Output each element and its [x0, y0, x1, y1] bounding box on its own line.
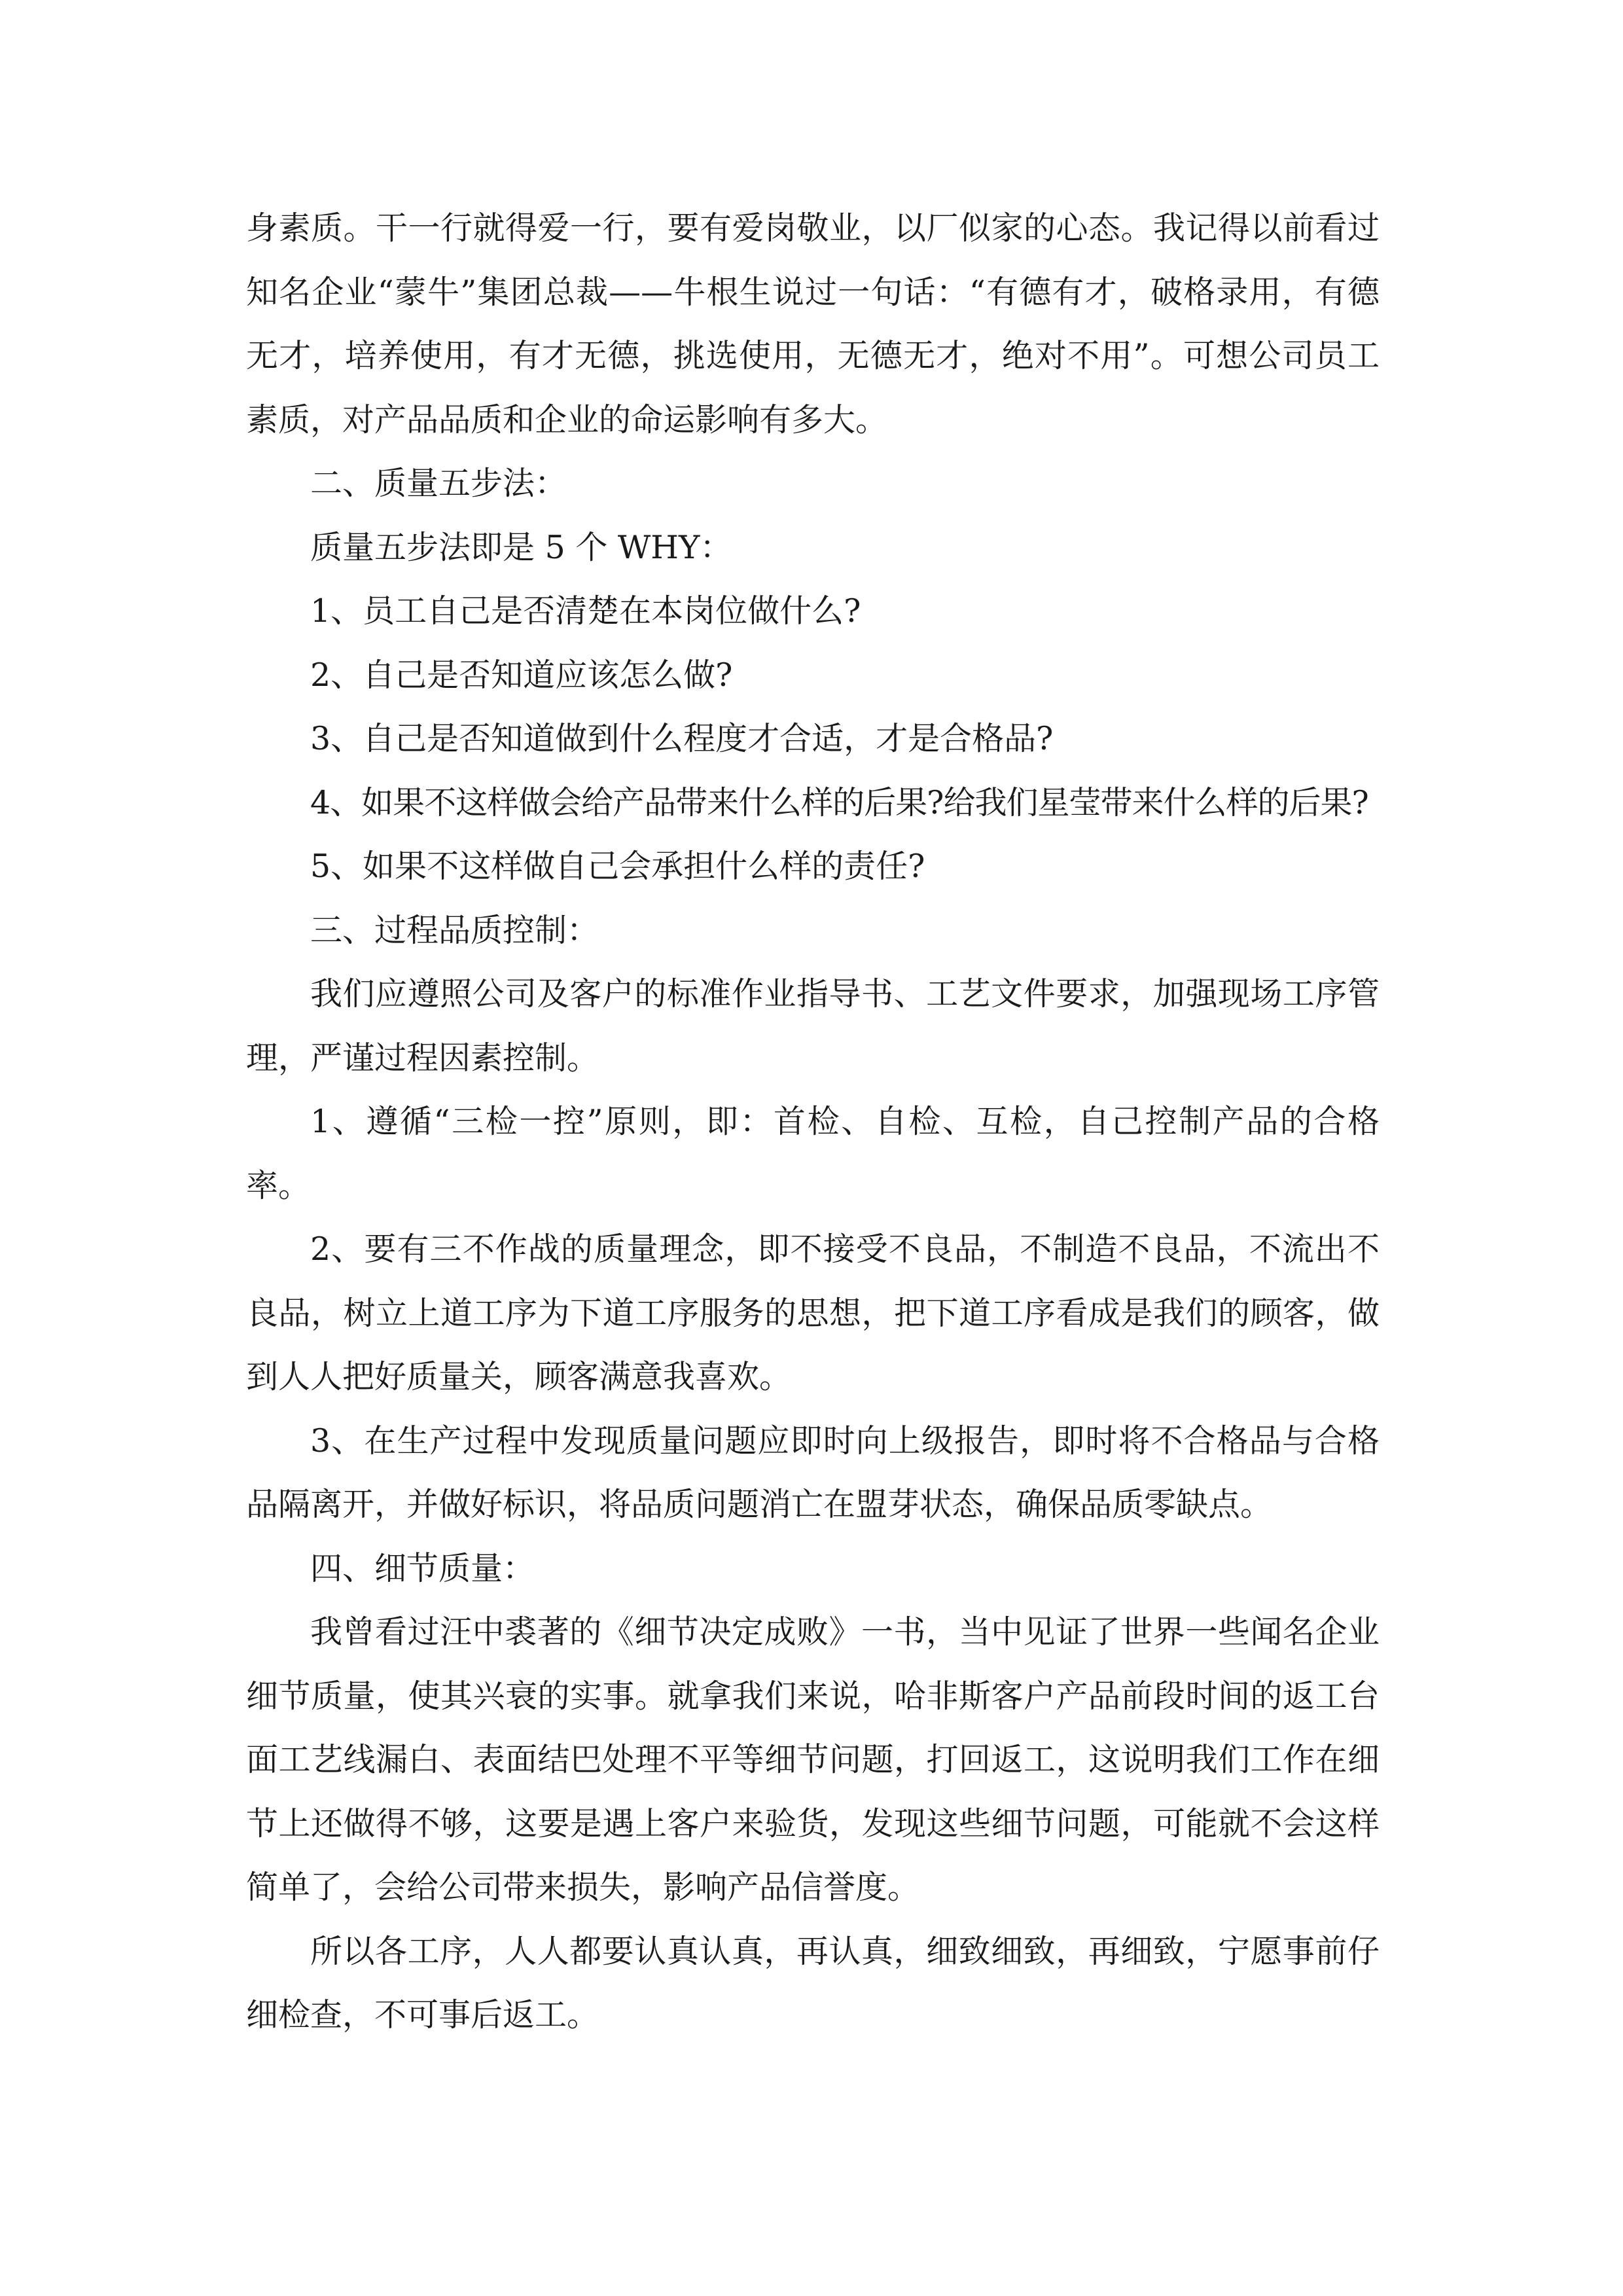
section-heading-process-quality-control: 三、过程品质控制： [310, 911, 599, 949]
list-item: 3、在生产过程中发现质量问题应即时向上级报告，即时将不合格品与合格品隔离开，并做好标识，将品质问题消亡在盟芽状态，确保品质零缺点。 [246, 1422, 1380, 1523]
list-item: 1、遵循“三检一控”原则，即：首检、自检、互检，自己控制产品的合格率。 [246, 1103, 1380, 1204]
section-heading-detail-quality: 四、细节质量： [310, 1549, 535, 1587]
list-item: 2、自己是否知道应该怎么做? [310, 656, 733, 694]
document-body [246, 196, 1380, 2047]
list-item: 3、自己是否知道做到什么程度才合适，才是合格品? [310, 720, 1054, 757]
list-item: 1、员工自己是否清楚在本岗位做什么? [310, 592, 861, 630]
paragraph: 我曾看过汪中裘著的《细节决定成败》一书，当中见证了世界一些闻名企业细节质量，使其兴衰的实事。就拿我们来说，哈非斯客户产品前段时间的返工台面工艺线漏白、表面结巴处理不平等细节问题，打回返工，这说明我们工作在细节上还做得不够，这要是遇上客户来验货，发现这些细节问题，可能就不会这样简单了，会给公司带来损失，影响产品信誉度。 [246, 1613, 1380, 1906]
list-item: 5、如果不这样做自己会承担什么样的责任? [310, 848, 925, 885]
section-heading-quality-five-steps: 二、质量五步法： [310, 465, 567, 502]
paragraph-continuation: 身素质。干一行就得爱一行，要有爱岗敬业，以厂似家的心态。我记得以前看过知名企业“蒙牛”集团总裁——牛根生说过一句话：“有德有才，破格录用，有德无才，培养使用，有才无德，挑选使用，无德无才，绝对不用”。可想公司员工素质，对产品品质和企业的命运影响有多大。 [246, 209, 1380, 439]
list-item: 2、要有三不作战的质量理念，即不接受不良品，不制造不良品，不流出不良品，树立上道工序为下道工序服务的思想，把下道工序看成是我们的顾客，做到人人把好质量关，顾客满意我喜欢。 [246, 1230, 1380, 1395]
paragraph: 质量五步法即是 5 个 WHY： [310, 528, 732, 566]
paragraph: 我们应遵照公司及客户的标准作业指导书、工艺文件要求，加强现场工序管理，严谨过程因素控制。 [246, 975, 1380, 1077]
paragraph: 所以各工序，人人都要认真认真，再认真，细致细致，再细致，宁愿事前仔细检查，不可事后返工。 [246, 1932, 1380, 2034]
list-item: 4、如果不这样做会给产品带来什么样的后果?给我们星莹带来什么样的后果? [310, 783, 1368, 821]
